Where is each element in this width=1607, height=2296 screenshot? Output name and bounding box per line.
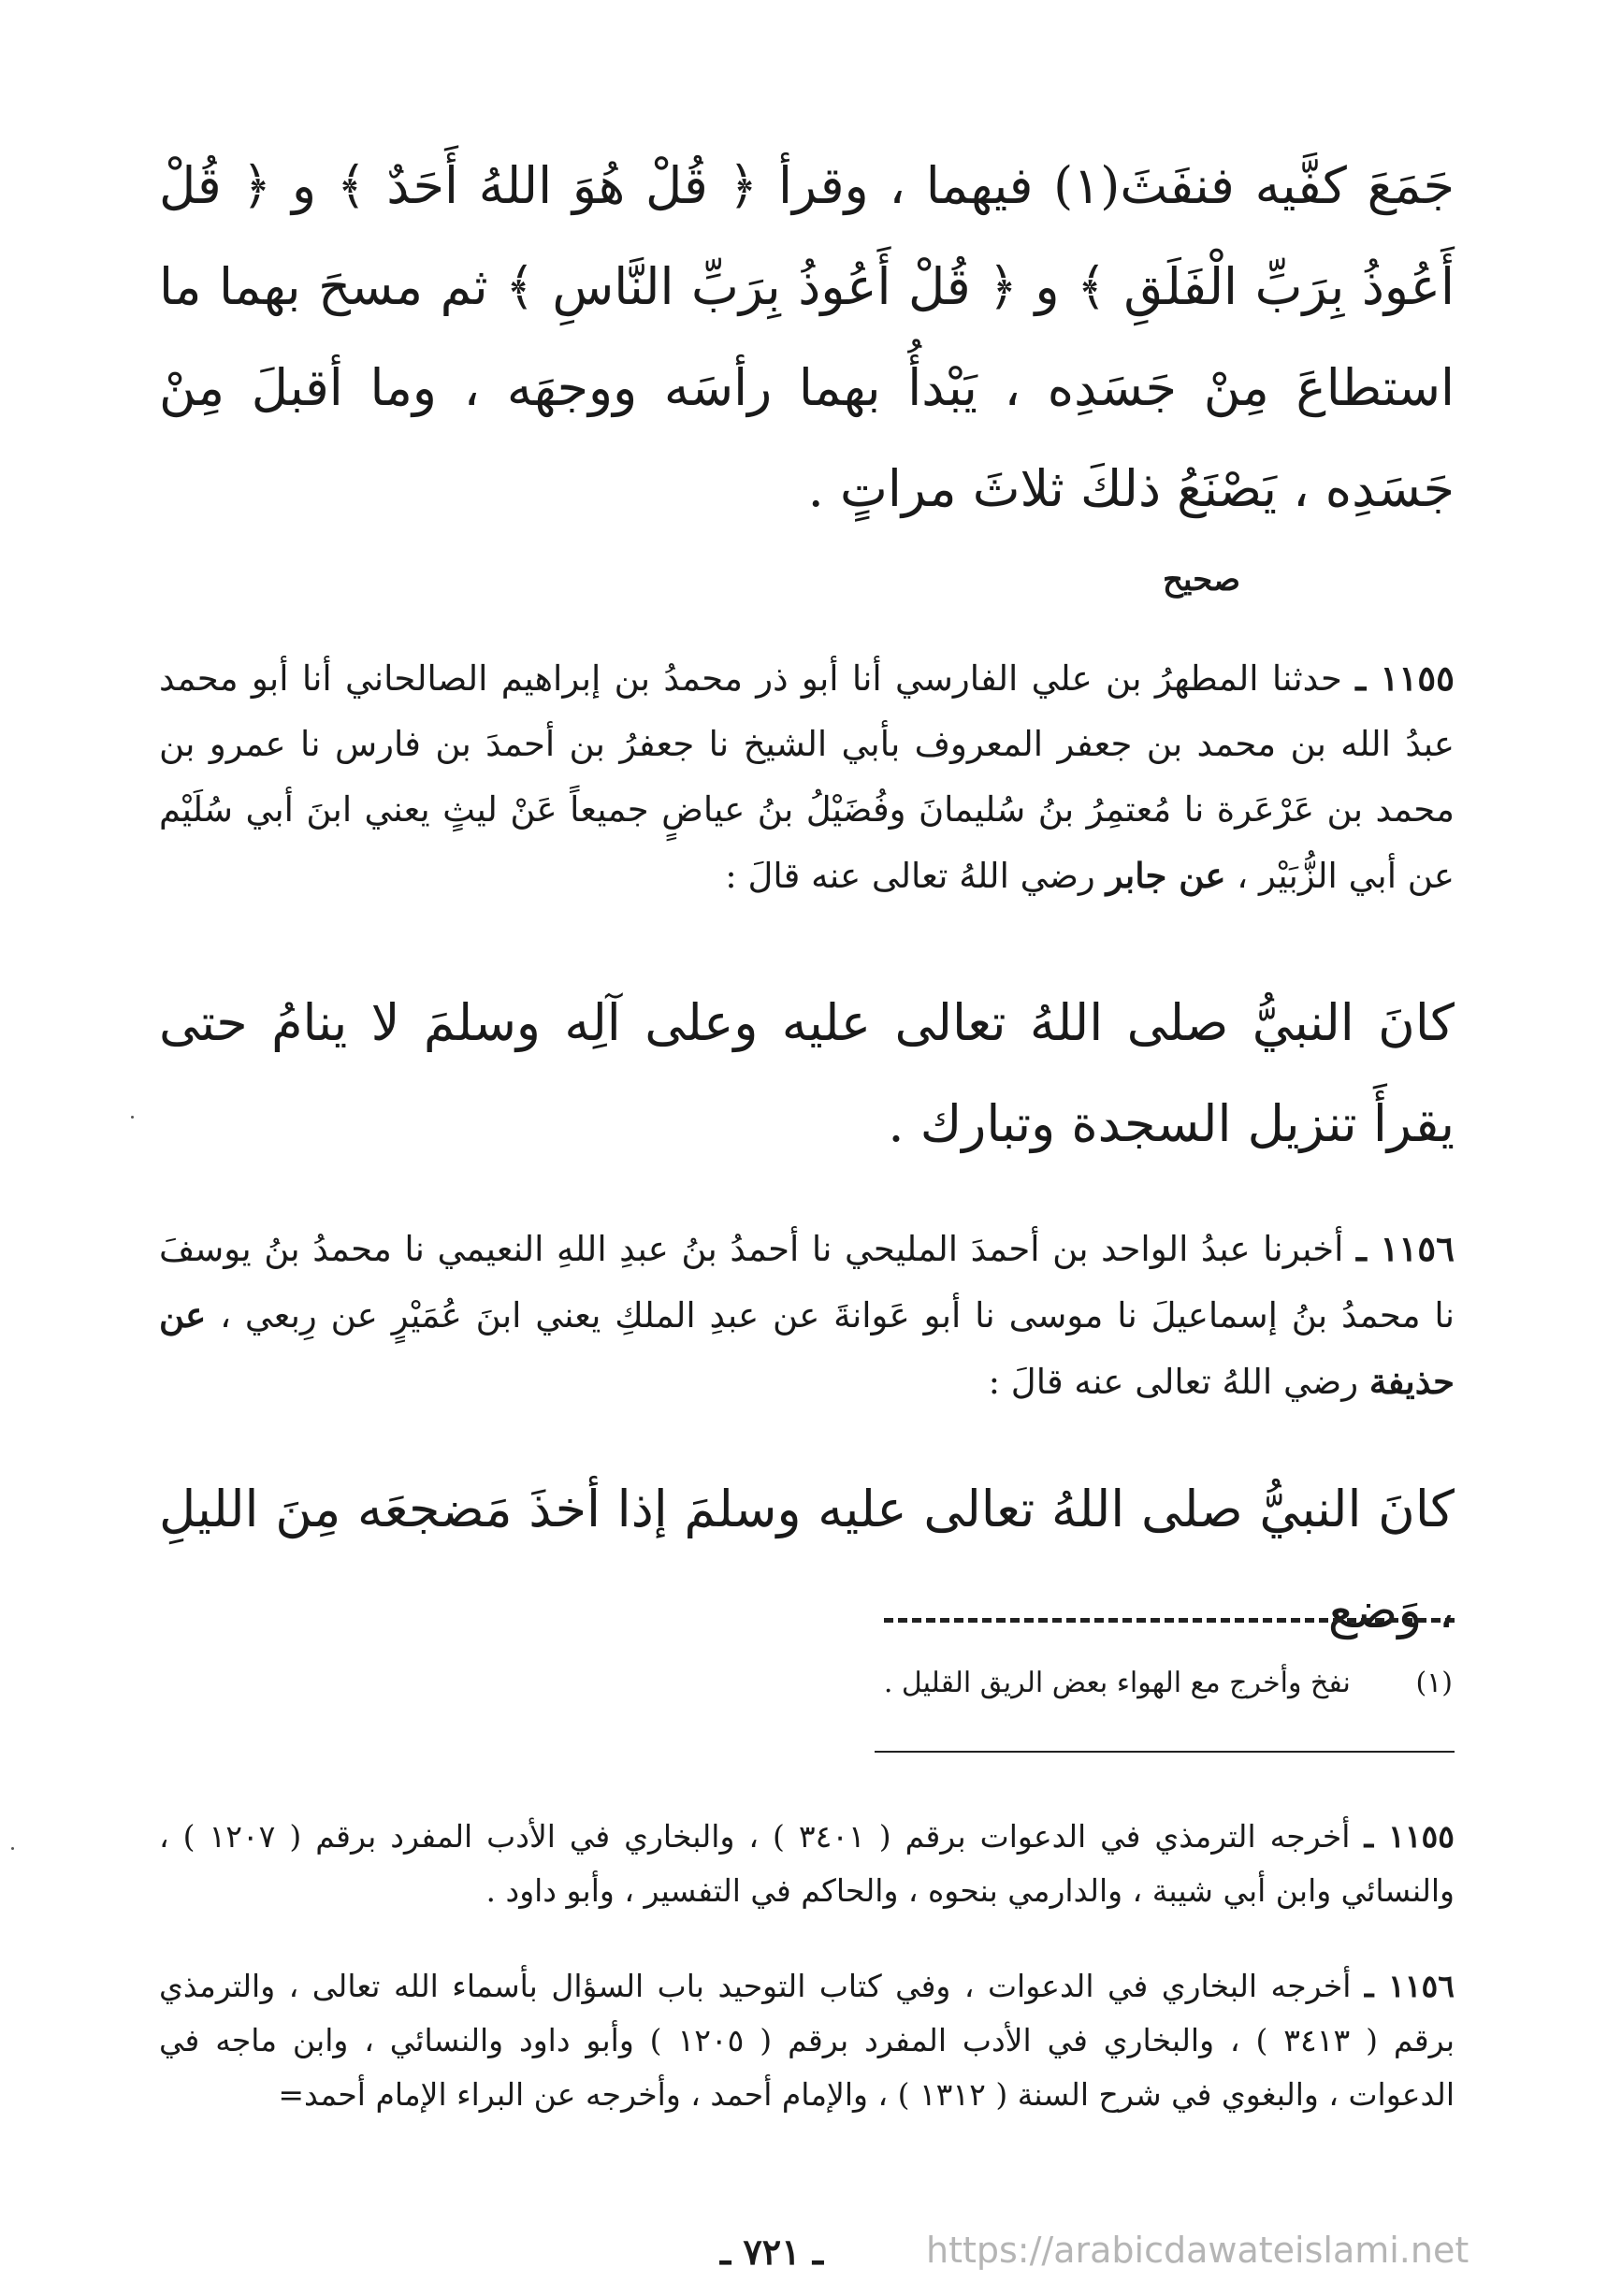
- dashed-divider: [884, 1618, 1455, 1623]
- hadith-grade: صحيح: [1162, 561, 1240, 599]
- intro-text: جَمَعَ كفَّيه فنفَثَ(١) فيهما ، وقرأ ﴿ قُلْ هُوَ اللهُ أَحَدٌ ﴾ و ﴿ قُلْ أَعُوذُ بِرَبِّ الْفَلَقِ ﴾ و ﴿ قُلْ أَعُوذُ بِرَبِّ النَّاسِ ﴾ ثم مسحَ بهما ما استطاعَ مِنْ جَسَدِه ، يَبْدأُ بهما رأسَه ووجهَه ، وما أقبلَ مِنْ جَسَدِه ، يَصْنَعُ ذلكَ ثلاثَ مراتٍ .: [159, 156, 1455, 518]
- takhrij-1156: [159, 1959, 1455, 2122]
- matn-text: كانَ النبيُّ صلى اللهُ تعالى عليه وسلمَ إذا أخذَ مَضجعَه مِنَ الليلِ ، وَضع: [159, 1480, 1455, 1639]
- isnad-ending: رضي اللهُ تعالى عنه قالَ :: [988, 1362, 1359, 1402]
- scan-speck: [131, 1116, 134, 1119]
- solid-divider: [875, 1751, 1455, 1753]
- matn-text: كانَ النبيُّ صلى اللهُ تعالى عليه وعلى آلِه وسلمَ لا ينامُ حتى يقرأَ تنزيل السجدة وتبارك .: [159, 993, 1455, 1153]
- footnote: [517, 1663, 1453, 1704]
- hadith-1155-isnad: [159, 645, 1455, 909]
- scan-speck: [11, 1847, 14, 1850]
- takhrij-number: ١١٥٥ ـ: [1364, 1818, 1455, 1855]
- takhrij-number: ١١٥٦ ـ: [1364, 1968, 1455, 2004]
- hadith-1156-matn: [159, 1459, 1455, 1661]
- isnad-text: أخبرنا عبدُ الواحد بن أحمدَ المليحي نا أحمدُ بنُ عبدِ اللهِ النعيمي نا محمدُ بنُ يوسفَ نا محمدُ بنُ إسماعيلَ نا موسى نا أبو عَوانةَ عن عبدِ الملكِ يعني ابنَ عُمَيْرٍ عن رِبعي ،: [159, 1229, 1455, 1336]
- page-number: ـ ٧٢١ ـ: [720, 2231, 823, 2273]
- hadith-continuation-text: [159, 136, 1455, 540]
- footnote-marker: (١): [1415, 1667, 1453, 1699]
- narrator-companion: عن حذيفة: [159, 1294, 1455, 1402]
- takhrij-text: أخرجه الترمذي في الدعوات برقم ( ٣٤٠١ ) ، والبخاري في الأدب المفرد برقم ( ١٢٠٧ ) ، والنسائي وابن أبي شيبة ، والدارمي بنحوه ، والحاكم في التفسير ، وأبو داود .: [159, 1818, 1455, 1909]
- footnote-text: نفخ وأخرج مع الهواء بعض الريق القليل .: [883, 1667, 1351, 1699]
- isnad-ending: رضي اللهُ تعالى عنه قالَ :: [725, 856, 1095, 896]
- hadith-number: ١١٥٦ ـ: [1355, 1228, 1455, 1269]
- hadith-1156-isnad: [159, 1216, 1455, 1415]
- watermark-url: https://arabicdawateislami.net: [926, 2230, 1469, 2271]
- takhrij-text: أخرجه البخاري في الدعوات ، وفي كتاب التوحيد باب السؤال بأسماء الله تعالى ، والترمذي برقم ( ٣٤١٣ ) ، والبخاري في الأدب المفرد برقم ( ١٢٠٥ ) وأبو داود والنسائي ، وابن ماجه في الدعوات ، والبغوي في شرح السنة ( ١٣١٢ ) ، والإمام أحمد ، وأخرجه عن البراء الإمام أحمد=: [159, 1968, 1455, 2113]
- hadith-1155-matn: [159, 973, 1455, 1175]
- isnad-text: حدثنا المطهرُ بن علي الفارسي أنا أبو ذر محمدُ بن إبراهيم الصالحاني أنا أبو محمد عبدُ الله بن محمد بن جعفر المعروف بأبي الشيخ نا جعفرُ بن أحمدَ بن فارس نا عمرو بن محمد بن عَرْعَرة نا مُعتمِرُ بنُ سُليمانَ وفُضَيْلُ بنُ عياضٍ جميعاً عَنْ ليثٍ يعني ابنَ أبي سُلَيْم عن أبي الزُّبَيْر ،: [159, 658, 1455, 896]
- narrator-companion: عن جابر: [1106, 855, 1226, 896]
- hadith-number: ١١٥٥ ـ: [1355, 657, 1455, 699]
- takhrij-1155: [159, 1810, 1455, 1918]
